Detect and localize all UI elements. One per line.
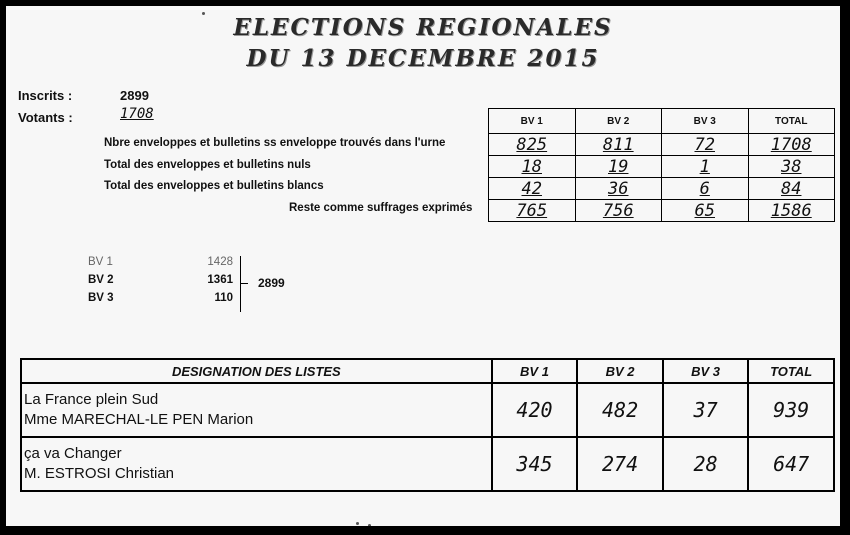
summary-table bbox=[488, 108, 835, 222]
summary-cell: 18 bbox=[489, 156, 576, 178]
summary-cell: 72 bbox=[662, 134, 749, 156]
bureau-inscrits: 110 bbox=[214, 292, 233, 304]
bureau-inscrits: 1428 bbox=[207, 256, 233, 268]
bracket bbox=[234, 256, 241, 312]
results-cell: 274 bbox=[577, 437, 663, 491]
summary-row-label: Total des enveloppes et bulletins nuls bbox=[104, 159, 311, 171]
inscrits-label: Inscrits : bbox=[18, 88, 73, 103]
results-cell: 482 bbox=[577, 383, 663, 437]
speck bbox=[202, 12, 205, 15]
summary-row-label: Nbre enveloppes et bulletins ss enveloppe trouvés dans l'urne bbox=[104, 137, 446, 149]
bureaux-total: 2899 bbox=[258, 276, 285, 290]
bureau-inscrits: 1361 bbox=[207, 274, 233, 286]
results-cell: 939 bbox=[748, 383, 834, 437]
summary-cell: 19 bbox=[575, 156, 662, 178]
speck bbox=[368, 524, 371, 527]
results-header-cell: DESIGNATION DES LISTES bbox=[21, 359, 492, 383]
candidate-name: M. ESTROSI Christian bbox=[24, 465, 175, 482]
results-header-cell: BV 1 bbox=[492, 359, 578, 383]
summary-header-row bbox=[489, 109, 835, 134]
bureau-row bbox=[88, 256, 233, 274]
summary-cell: 36 bbox=[575, 178, 662, 200]
summary-row-label: Reste comme suffrages exprimés bbox=[289, 202, 473, 214]
speck bbox=[356, 522, 359, 525]
summary-cell: 825 bbox=[489, 134, 576, 156]
list-name: La France plein Sud bbox=[24, 391, 159, 408]
summary-cell: 1708 bbox=[748, 134, 835, 156]
summary-row bbox=[489, 178, 835, 200]
results-cell: 420 bbox=[492, 383, 578, 437]
title-line-2: DU 13 DECEMBRE 2015 bbox=[246, 45, 600, 72]
summary-header-cell: BV 2 bbox=[575, 109, 662, 134]
summary-header-cell: TOTAL bbox=[748, 109, 835, 134]
results-cell: 37 bbox=[663, 383, 748, 437]
summary-cell: 756 bbox=[575, 200, 662, 222]
votants-value: 1708 bbox=[120, 106, 154, 122]
bracket-tick bbox=[240, 283, 248, 284]
list-designation bbox=[21, 383, 492, 437]
results-cell: 28 bbox=[663, 437, 748, 491]
bureau-name: BV 2 bbox=[88, 274, 114, 286]
summary-row bbox=[489, 134, 835, 156]
list-name: ça va Changer bbox=[24, 445, 122, 462]
summary-header-cell: BV 1 bbox=[489, 109, 576, 134]
bureau-row bbox=[88, 292, 233, 310]
summary-cell: 84 bbox=[748, 178, 835, 200]
summary-header-cell: BV 3 bbox=[662, 109, 749, 134]
bureau-name: BV 1 bbox=[88, 256, 113, 268]
summary-row bbox=[489, 156, 835, 178]
bureau-name: BV 3 bbox=[88, 292, 114, 304]
summary-cell: 65 bbox=[662, 200, 749, 222]
results-header-cell: TOTAL bbox=[748, 359, 834, 383]
summary-row bbox=[489, 200, 835, 222]
summary-cell: 42 bbox=[489, 178, 576, 200]
results-header-cell: BV 3 bbox=[663, 359, 748, 383]
document-page bbox=[4, 4, 842, 528]
results-cell: 647 bbox=[748, 437, 834, 491]
results-row bbox=[21, 437, 834, 491]
list-designation bbox=[21, 437, 492, 491]
inscrits-value: 2899 bbox=[120, 88, 149, 103]
summary-cell: 811 bbox=[575, 134, 662, 156]
title-line-1: ELECTIONS REGIONALES bbox=[233, 14, 613, 41]
summary-row-label: Total des enveloppes et bulletins blancs bbox=[104, 180, 324, 192]
summary-cell: 1586 bbox=[748, 200, 835, 222]
results-cell: 345 bbox=[492, 437, 578, 491]
results-row bbox=[21, 383, 834, 437]
bureaux-list bbox=[88, 256, 233, 310]
summary-cell: 6 bbox=[662, 178, 749, 200]
results-header-cell: BV 2 bbox=[577, 359, 663, 383]
summary-cell: 1 bbox=[662, 156, 749, 178]
votants-label: Votants : bbox=[18, 110, 73, 125]
candidate-name: Mme MARECHAL-LE PEN Marion bbox=[24, 411, 254, 428]
summary-cell: 38 bbox=[748, 156, 835, 178]
results-header-row bbox=[21, 359, 834, 383]
bureau-row bbox=[88, 274, 233, 292]
results-table bbox=[20, 358, 835, 492]
summary-cell: 765 bbox=[489, 200, 576, 222]
